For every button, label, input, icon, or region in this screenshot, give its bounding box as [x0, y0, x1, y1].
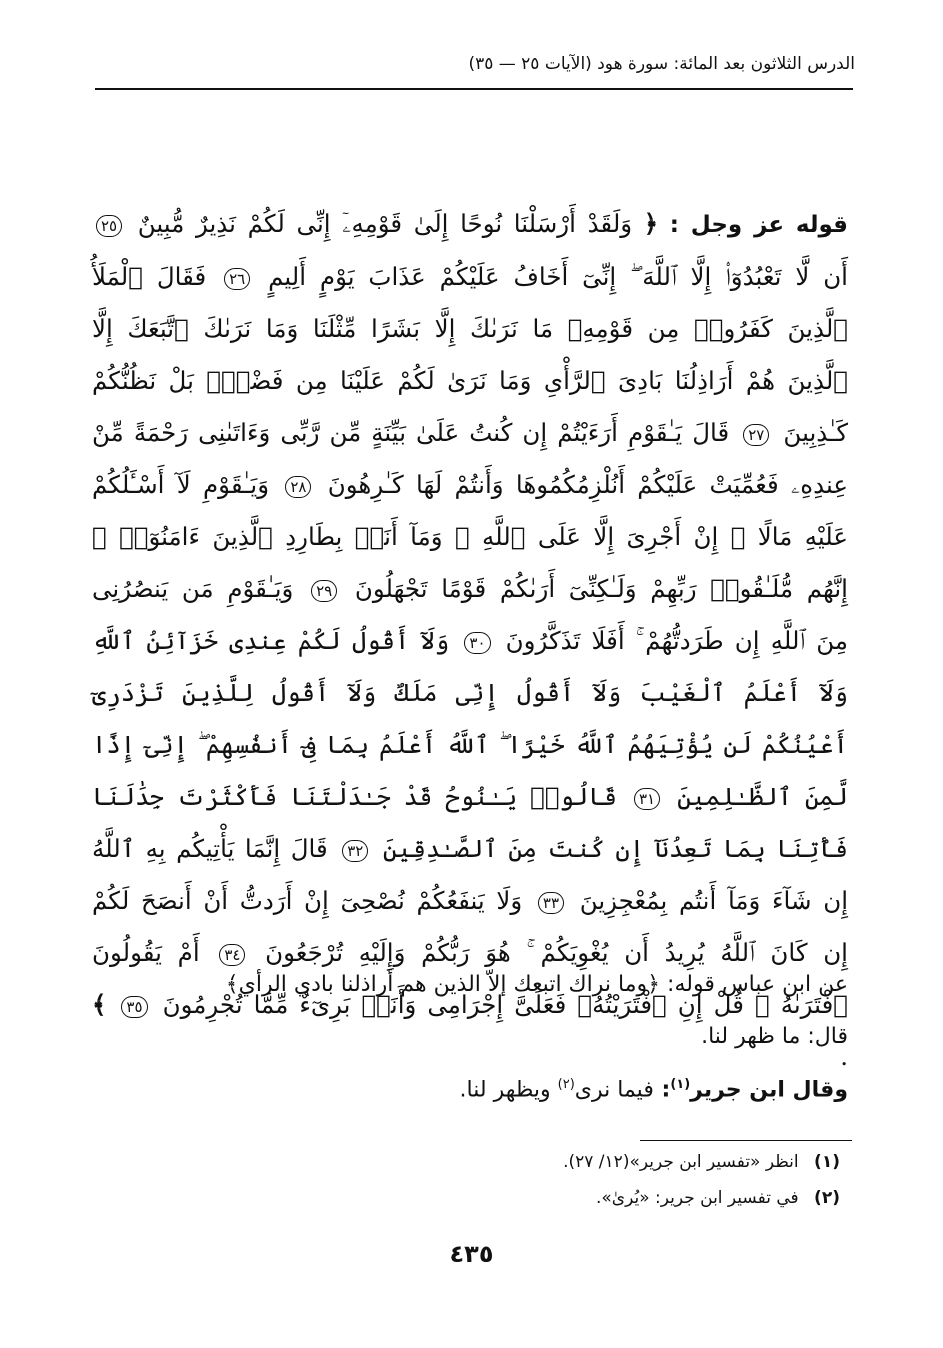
- footnote-text: انظر «تفسير ابن جرير»(١٢/ ٢٧).: [563, 1152, 799, 1172]
- commentary-speaker: وقال ابن جرير: [690, 1077, 848, 1103]
- quran-verse: قَالَ يَـٰقَوْمِ أَرَءَيْتُمْ إِن كُنتُ عَلَىٰ بَيِّنَةٍ مِّن رَّبِّى وَءَاتَىٰنِى رَحْمَةً مِّنْ عِندِهِۦ فَعُمِّيَتْ عَلَيْكُمْ أَنُلْزِمُكُمُوهَا وَأَنتُمْ لَهَا كَـٰرِهُونَ: [92, 418, 848, 499]
- footnote-number: (٢): [814, 1188, 840, 1208]
- ayah-number-marker: ٢٥: [96, 215, 122, 237]
- ayah-number-marker: ٣٤: [219, 944, 245, 966]
- quran-verse: وَلَآ أَقُولُ لَكُمْ عِندِى خَزَآئِنُ ٱللَّهِ وَلَآ أَعْلَمُ ٱلْغَيْبَ وَلَآ أَقُولُ إِنِّى مَلَكٌ وَلَآ أَقُولُ لِلَّذِينَ تَزْدَرِىٓ أَعْيُنُكُمْ لَن يُؤْتِيَهُمُ ٱللَّهُ خَيْرًا ۖ ٱللَّهُ أَعْلَمُ بِمَا فِىٓ أَنفُسِهِمْ ۖ إِنِّىٓ إِذًا لَّمِنَ ٱلظَّـٰلِمِينَ: [92, 626, 848, 811]
- commentary-ibn-jarir: [92, 1065, 848, 1110]
- quran-open-bracket: ﴿: [643, 209, 659, 238]
- ayah-number-marker: ٣١: [634, 788, 660, 810]
- ayah-number-marker: ٢٩: [311, 580, 337, 602]
- footnote-number: (١): [814, 1152, 840, 1172]
- quran-verse: وَلَقَدْ أَرْسَلْنَا نُوحًا إِلَىٰ قَوْمِهِۦٓ إِنِّى لَكُمْ نَذِيرٌ مُّبِينٌ: [137, 209, 633, 238]
- quran-verse: وَيَـٰقَوْمِ مَن يَنصُرُنِى مِنَ ٱللَّهِ إِن طَرَدتُّهُمْ ۚ أَفَلَا تَذَكَّرُونَ: [92, 574, 848, 655]
- commentary-text-b: ويظهر لنا.: [459, 1077, 558, 1103]
- ayah-number-marker: ٣٠: [464, 632, 490, 654]
- commentary-text-a: فيما نرى: [574, 1077, 654, 1103]
- quran-verse: وَلَا يَنفَعُكُمْ نُصْحِىٓ إِنْ أَرَدتُّ أَنْ أَنصَحَ لَكُمْ إِن كَانَ ٱللَّهُ يُرِيدُ أَن يُغْوِيَكُمْ ۚ هُوَ رَبُّكُمْ وَإِلَيْهِ تُرْجَعُونَ: [92, 886, 848, 967]
- passage-end-dot: .: [840, 1042, 848, 1071]
- ayah-number-marker: ٢٧: [743, 424, 769, 446]
- ayah-number-marker: ٢٨: [285, 476, 311, 498]
- quran-verse: قَالَ إِنَّمَا يَأْتِيكُم بِهِ ٱللَّهُ إِن شَآءَ وَمَآ أَنتُم بِمُعْجِزِينَ: [92, 834, 849, 915]
- footnote-rule: [640, 1140, 852, 1141]
- commentary-colon: :: [653, 1077, 671, 1103]
- ayah-number-marker: ٣٢: [342, 840, 368, 862]
- commentary-ibn-abbas: عن ابن عباس قوله: ﴿وما نراك اتبعك إلاّ الذين هم أراذلنا بادي الرأي﴾: [225, 972, 848, 997]
- page-number: ٤٣٥: [449, 1240, 494, 1268]
- quran-verse: وَيَـٰقَوْمِ لَآ أَسْـَٔلُكُمْ عَلَيْهِ مَالًا ۖ إِنْ أَجْرِىَ إِلَّا عَلَى ٱللَّهِ ۚ وَمَآ أَنَا۠ بِطَارِدِ ٱلَّذِينَ ءَامَنُوٓا۟ ۚ إِنَّهُم مُّلَـٰقُوا۟ رَبِّهِمْ وَلَـٰكِنِّىٓ أَرَىٰكُمْ قَوْمًا تَجْهَلُونَ: [92, 470, 848, 603]
- quran-verse: أَمْ يَقُولُونَ ٱفْتَرَىٰهُ ۖ قُلْ إِنِ ٱفْتَرَيْتُهُۥ فَعَلَىَّ إِجْرَامِى وَأَنَا۠ بَرِىٓءٌ مِّمَّا تُجْرِمُونَ: [92, 938, 848, 1019]
- ayah-number-marker: ٢٦: [224, 268, 250, 290]
- quran-passage: [92, 198, 848, 1083]
- footnote-text: في تفسير ابن جرير: «يُرىٰ».: [595, 1188, 799, 1208]
- passage-intro: قوله عز وجل :: [669, 212, 848, 238]
- commentary-explanation: قال: ما ظهر لنا.: [701, 1024, 848, 1049]
- quran-verse: أَن لَّا تَعْبُدُوٓا۟ إِلَّا ٱللَّهَ ۖ إِنِّىٓ أَخَافُ عَلَيْكُمْ عَذَابَ يَوْمٍ أَلِيمٍ: [268, 262, 848, 291]
- footnote-2: [92, 1184, 840, 1212]
- quran-verse: قَالُوا۟ يَـٰنُوحُ قَدْ جَـٰدَلْتَنَا فَأَكْثَرْتَ جِدَٰلَنَا فَأْتِنَا بِمَا تَعِدُنَآ إِن كُنتَ مِنَ ٱلصَّـٰدِقِينَ: [92, 782, 848, 863]
- footnote-1: [92, 1148, 840, 1176]
- ayah-number-marker: ٣٣: [538, 892, 564, 914]
- ayah-number-marker: ٣٥: [121, 996, 147, 1018]
- quran-verse: فَقَالَ ٱلْمَلَأُ ٱلَّذِينَ كَفَرُوا۟ مِن قَوْمِهِۦ مَا نَرَىٰكَ إِلَّا بَشَرًا مِّثْلَنَا وَمَا نَرَىٰكَ ٱتَّبَعَكَ إِلَّا ٱلَّذِينَ هُمْ أَرَاذِلُنَا بَادِىَ ٱلرَّأْىِ وَمَا نَرَىٰ لَكُمْ عَلَيْنَا مِن فَضْلٍۭ بَلْ نَظُنُّكُمْ كَـٰذِبِينَ: [92, 262, 848, 447]
- running-header: الدرس الثلاثون بعد المائة: سورة هود (الآيات ٢٥ — ٣٥): [468, 54, 855, 74]
- footnote-ref-2[interactable]: (٢): [557, 1077, 575, 1092]
- quran-close-bracket: ﴾: [92, 990, 107, 1019]
- header-rule: [95, 88, 853, 90]
- footnote-ref-1[interactable]: (١): [670, 1077, 691, 1092]
